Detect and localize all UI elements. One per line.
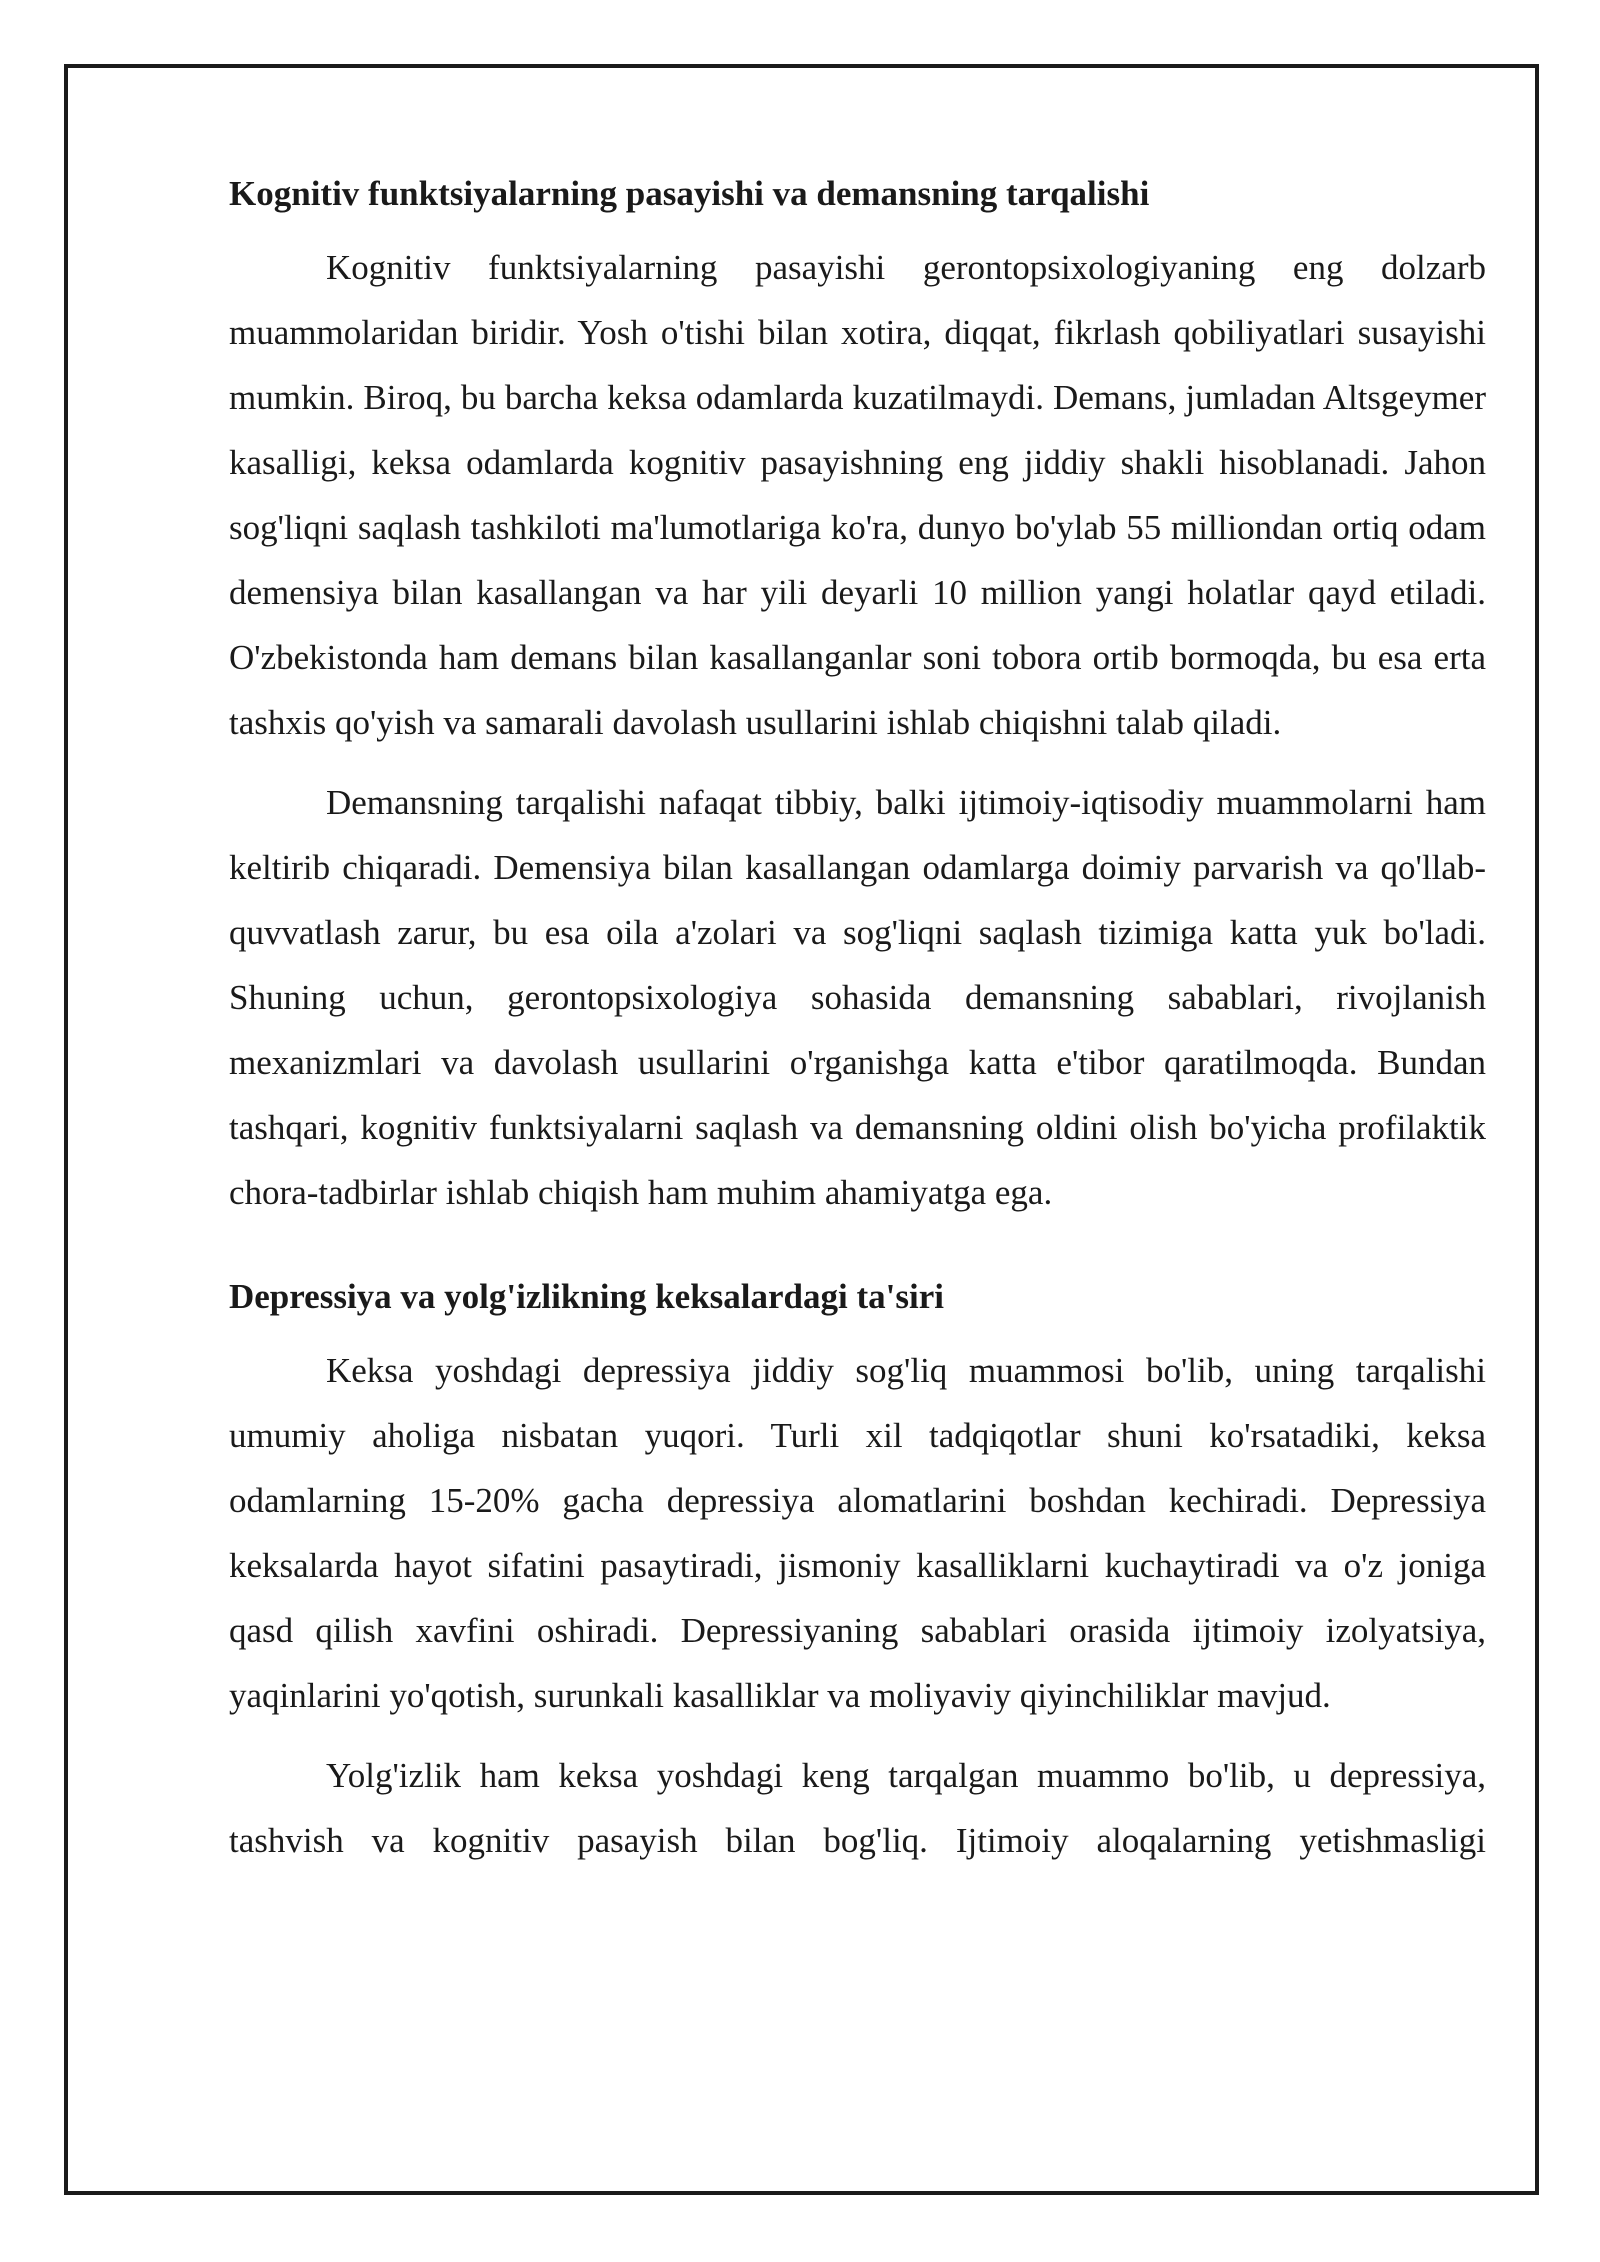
paragraph-depression: Keksa yoshdagi depressiya jiddiy sog'liq muammosi bo'lib, uning tarqalishi umumiy aholiga nisbatan yuqori. Turli xil tadqiqotlar shuni ko'rsatadiki, keksa odamlarning 15-20% gacha depressiya alomatlarini boshdan kechiradi. Depressiya keksalarda hayot sifatini pasaytiradi, jismoniy kasalliklarni kuchaytiradi va o'z joniga qasd qilish xavfini oshiradi. Depressiyaning sabablari orasida ijtimoiy izolyatsiya, yaqinlarini yo'qotish, surunkali kasalliklar va moliyaviy qiyinchiliklar mavjud. xyxy=(229,1351,1486,1715)
paragraph-dementia-spread: Demansning tarqalishi nafaqat tibbiy, balki ijtimoiy-iqtisodiy muammolarni ham keltirib chiqaradi. Demensiya bilan kasallangan odamlarga doimiy parvarish va qo'llab-quvvatlash zarur, bu esa oila a'zolari va sog'liqni saqlash tizimiga katta yuk bo'ladi. Shuning uchun, gerontopsixologiya sohasida demansning sabablari, rivojlanish mexanizmlari va davolash usullarini o'rganishga katta e'tibor qaratilmoqda. Bundan tashqari, kognitiv funktsiyalarni saqlash va demansning oldini olish bo'yicha profilaktik chora-tadbirlar ishlab chiqish ham muhim ahamiyatga ega. xyxy=(229,783,1486,1212)
paragraph-loneliness: Yolg'izlik ham keksa yoshdagi keng tarqalgan muammo bo'lib, u depressiya, tashvish va kognitiv pasayish bilan bog'liq. Ijtimoiy aloqalarning yetishmasligi xyxy=(229,1756,1486,1860)
section-heading-depression-loneliness: Depressiya va yolg'izlikning keksalardagi ta'siri xyxy=(229,1277,944,1316)
paragraph-cognitive-decline: Kognitiv funktsiyalarning pasayishi gerontopsixologiyaning eng dolzarb muammolaridan biridir. Yosh o'tishi bilan xotira, diqqat, fikrlash qobiliyatlari susayishi mumkin. Biroq, bu barcha keksa odamlarda kuzatilmaydi. Demans, jumladan Altsgeymer kasalligi, keksa odamlarda kognitiv pasayishning eng jiddiy shakli hisoblanadi. Jahon sog'liqni saqlash tashkiloti ma'lumotlariga ko'ra, dunyo bo'ylab 55 milliondan ortiq odam demensiya bilan kasallangan va har yili deyarli 10 million yangi holatlar qayd etiladi. O'zbekistonda ham demans bilan kasallanganlar soni tobora ortib bormoqda, bu esa erta tashxis qo'yish va samarali davolash usullarini ishlab chiqishni talab qiladi. xyxy=(229,248,1486,742)
document-body xyxy=(229,170,1486,1888)
section-heading-cognitive-decline: Kognitiv funktsiyalarning pasayishi va demansning tarqalishi xyxy=(229,174,1150,213)
